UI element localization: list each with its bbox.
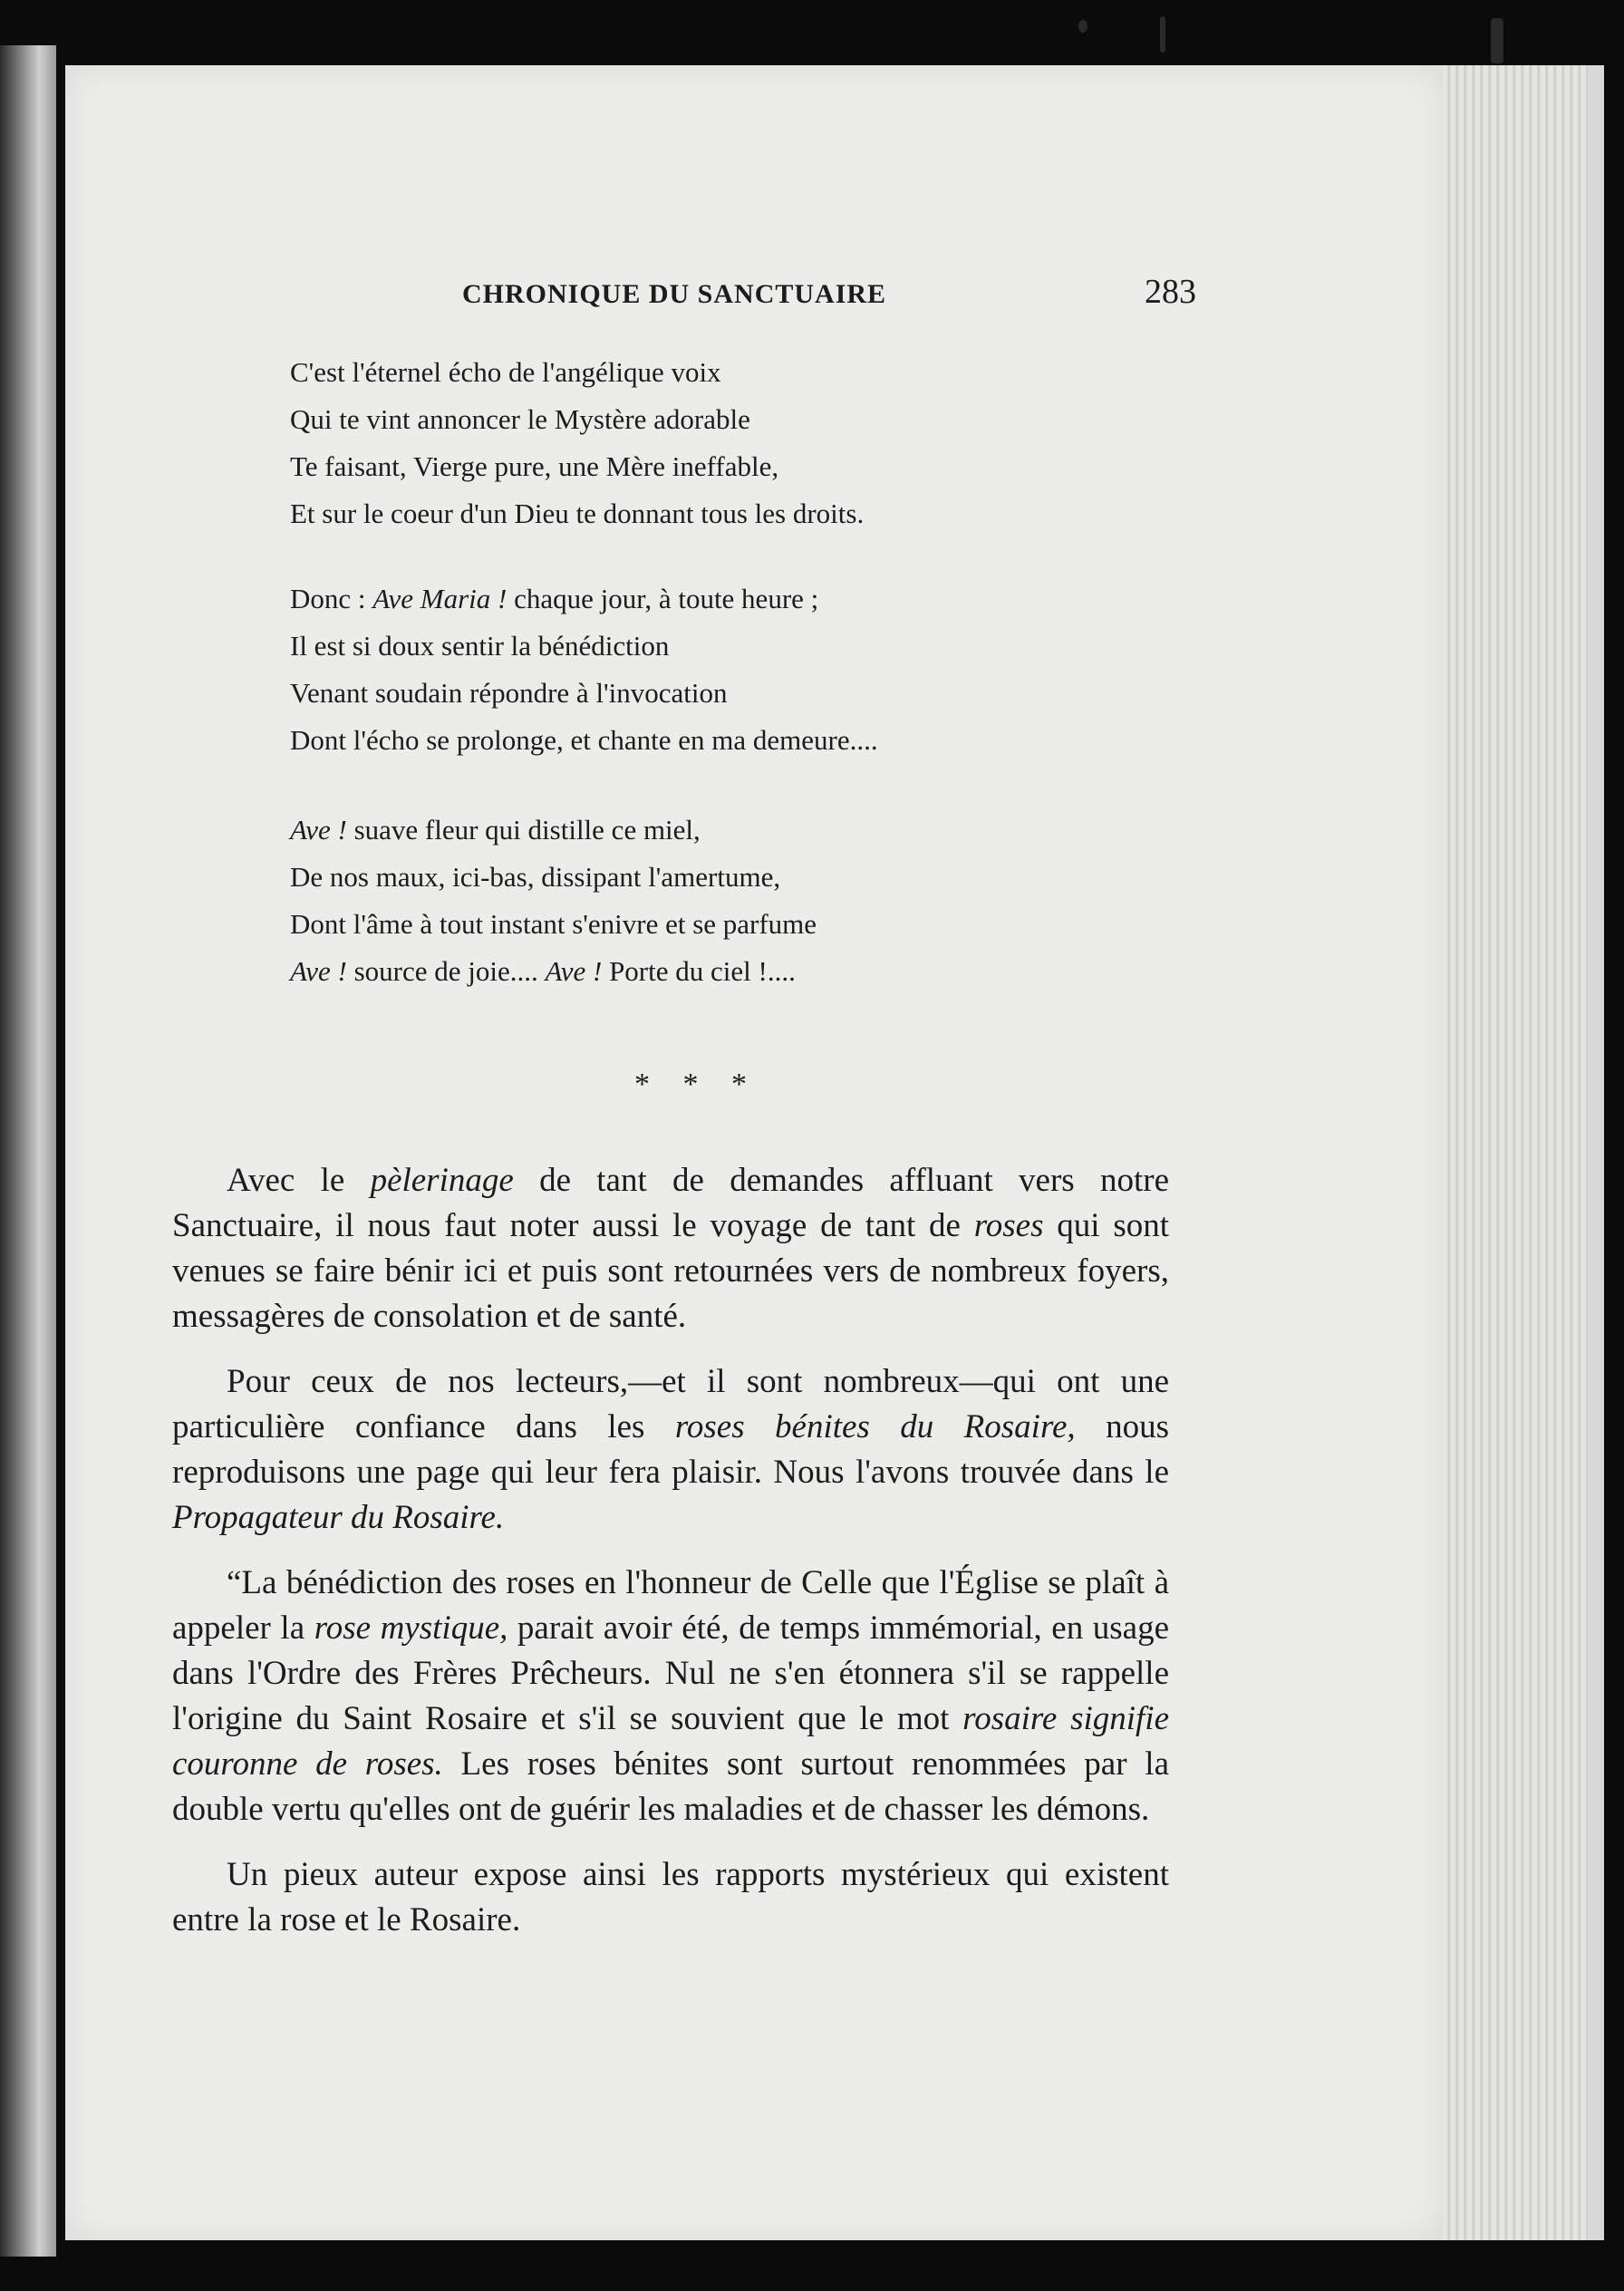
poem-line: Ave ! suave fleur qui distille ce miel, [290, 814, 701, 846]
page-number: 283 [1145, 273, 1196, 311]
poem-stanza-3 [290, 807, 1106, 995]
poem-line: Il est si doux sentir la bénédiction [290, 630, 670, 662]
running-head: CHRONIQUE DU SANCTUAIRE [462, 279, 887, 309]
scan-speck [1491, 18, 1503, 63]
poem-line: Et sur le coeur d'un Dieu te donnant tous les droits. [290, 498, 865, 529]
article-body [172, 1158, 1169, 1963]
section-separator: * * * [634, 1068, 759, 1101]
poem-line: Ave ! source de joie.... Ave ! Porte du ciel !.... [290, 955, 796, 987]
adjacent-page-edge [0, 45, 56, 2257]
poem-line: C'est l'éternel écho de l'angélique voix [290, 356, 721, 388]
poem-line: Qui te vint annoncer le Mystère adorable [290, 403, 750, 435]
poem-line: Venant soudain répondre à l'invocation [290, 677, 728, 709]
poem-stanza-1 [290, 349, 1106, 537]
poem-line: Dont l'écho se prolonge, et chante en ma demeure.... [290, 724, 878, 756]
page-block-edges [1443, 65, 1588, 2240]
poem-stanza-2 [290, 575, 1106, 764]
scan-speck [1078, 20, 1088, 33]
poem-line: Te faisant, Vierge pure, une Mère ineffable, [290, 450, 779, 482]
paragraph: Un pieux auteur expose ainsi les rapports mystérieux qui existent entre la rose et le Rosaire. [172, 1856, 1169, 1938]
paragraph: “La bénédiction des roses en l'honneur de Celle que l'Église se plaît à appeler la rose mystique, parait avoir été, de temps immémorial, en usage dans l'Ordre des Frères Prêcheurs. Nul ne s'en étonnera s'il se rappelle l'origine du Saint Rosaire et s'il se souvient que le mot rosaire signifie couronne de roses. Les roses bénites sont surtout renommées par la double vertu qu'elles ont de guérir les maladies et de chasser les démons. [172, 1564, 1170, 1828]
scan-speck [1160, 16, 1165, 53]
poem-line: Dont l'âme à tout instant s'enivre et se parfume [290, 908, 817, 940]
poem-line: Donc : Ave Maria ! chaque jour, à toute heure ; [290, 583, 819, 614]
poem-line: De nos maux, ici-bas, dissipant l'amertume, [290, 861, 781, 893]
page-header [462, 272, 1196, 317]
paragraph: Avec le pèlerinage de tant de demandes affluant vers notre Sanctuaire, il nous faut noter aussi le voyage de tant de roses qui sont venues se faire bénir ici et puis sont retournées vers de nombreux foyers, messagères de consolation et de santé. [172, 1162, 1169, 1335]
paragraph: Pour ceux de nos lecteurs,—et il sont nombreux—qui ont une particulière confiance dans les roses bénites du Rosaire, nous reproduisons une page qui leur fera plaisir. Nous l'avons trouvée dans le Propagateur du Rosaire. [172, 1363, 1169, 1536]
